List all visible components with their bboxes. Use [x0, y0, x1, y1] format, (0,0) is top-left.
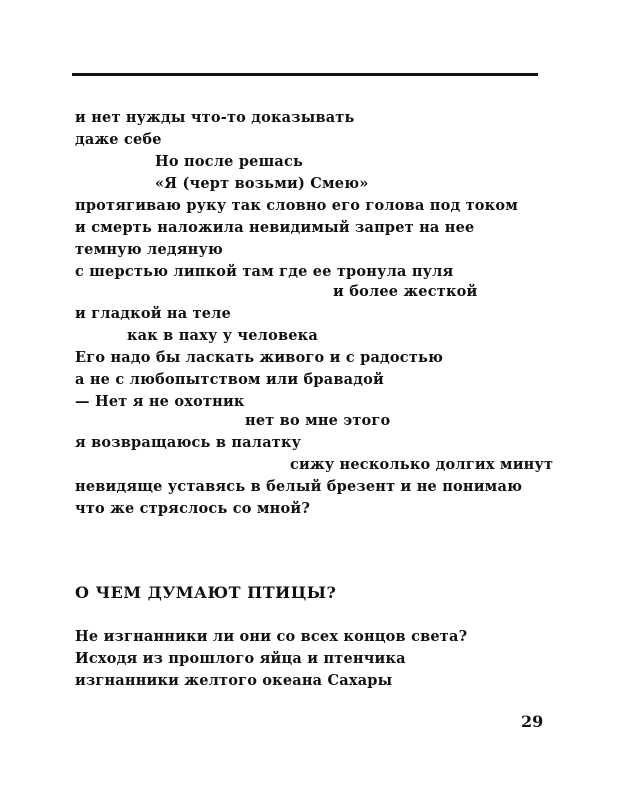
poem-line: даже себе — [75, 131, 162, 148]
poem-line: а не с любопытством или бравадой — [75, 371, 384, 388]
poem-line: сижу несколько долгих минут — [290, 456, 554, 473]
poem-line: с шерстью липкой там где ее тронула пуля — [75, 263, 454, 280]
poem-line: я возвращаюсь в палатку — [75, 434, 302, 451]
poem-line: что же стряслось со мной? — [75, 500, 311, 517]
poem-line: как в паху у человека — [127, 327, 318, 344]
poem-title: О ЧЕМ ДУМАЮТ ПТИЦЫ? — [75, 583, 337, 602]
poem-line: Не изгнанники ли они со всех концов света? — [75, 628, 468, 645]
poem-line: Но после решась — [155, 153, 304, 170]
page-number: 29 — [521, 712, 544, 731]
poem-line: нет во мне этого — [245, 412, 391, 429]
poem-line: — Нет я не охотник — [75, 393, 245, 410]
poem-line: и нет нужды что-то доказывать — [75, 109, 355, 126]
poem-line: и гладкой на теле — [75, 305, 232, 322]
poem-line: темную ледяную — [75, 241, 224, 258]
poem-line: протягиваю руку так словно его голова под током — [75, 197, 518, 214]
poem-line: Исходя из прошлого яйца и птенчика — [75, 650, 406, 667]
poem-line: и более жесткой — [333, 283, 478, 300]
poem-line: изгнанники желтого океана Сахары — [75, 672, 393, 689]
poem-line: и смерть наложила невидимый запрет на нее — [75, 219, 475, 236]
poem-line: невидяще уставясь в белый брезент и не понимаю — [75, 478, 523, 495]
poem-line: «Я (черт возьми) Смею» — [155, 175, 369, 192]
poem-line: Его надо бы ласкать живого и с радостью — [75, 349, 444, 366]
top-rule — [72, 73, 538, 76]
